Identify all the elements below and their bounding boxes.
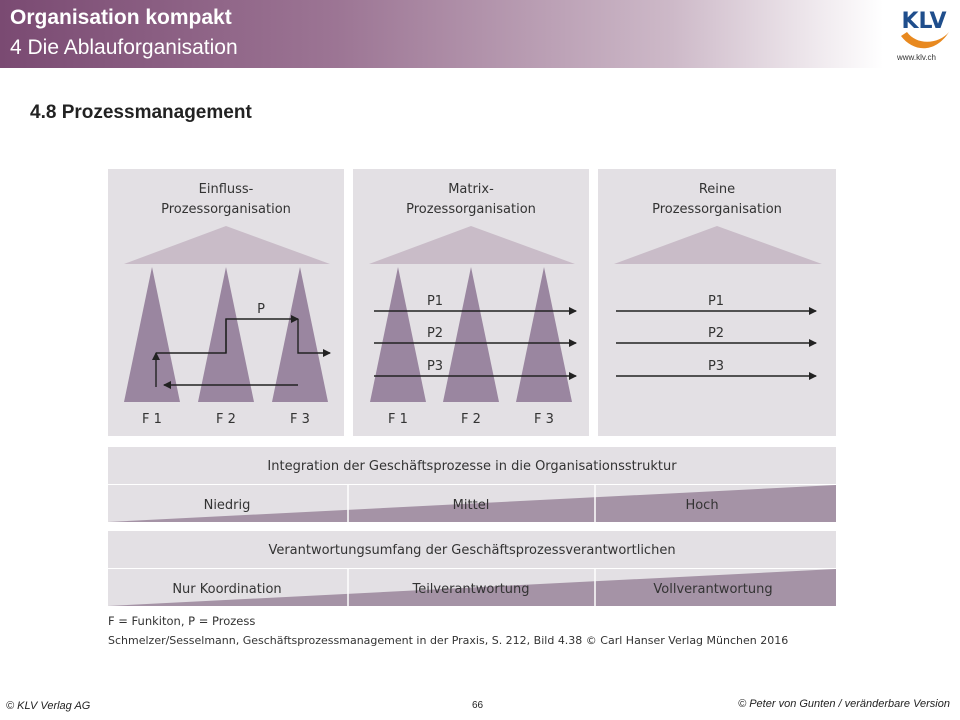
function-label: F 2: [216, 412, 236, 427]
scale-level: Mittel: [452, 498, 490, 513]
process-organisation-diagram: [104, 165, 844, 655]
header-banner: [0, 0, 960, 68]
scale-level: Teilverantwortung: [412, 582, 530, 597]
responsibility-scale: [108, 531, 836, 606]
panel-matrix: [353, 169, 589, 436]
function-label: F 3: [290, 412, 310, 427]
function-label: F 2: [461, 412, 481, 427]
process-label: P3: [707, 359, 725, 374]
legend: F = Funkiton, P = Prozess: [108, 614, 256, 628]
scale-level: Vollverantwortung: [653, 582, 773, 597]
footer-copyright: © KLV Verlag AG: [6, 700, 91, 712]
panel-title-line2: Prozessorganisation: [652, 202, 782, 217]
panel-title-line2: Prozessorganisation: [406, 202, 536, 217]
source-caption: Schmelzer/Sesselmann, Geschäftsprozessmanagement in der Praxis, S. 212, Bild 4.38 © Carl Hanser Verlag München 2016: [108, 634, 789, 647]
footer-author: © Peter von Gunten / veränderbare Version: [738, 698, 950, 710]
panel-title-line1: Reine: [698, 182, 736, 197]
scale-level: Niedrig: [203, 498, 251, 513]
process-label: P2: [707, 326, 725, 341]
function-label: F 3: [534, 412, 554, 427]
logo-swoosh-icon: [901, 32, 949, 48]
panel-einfluss: [108, 169, 344, 436]
process-label: P1: [426, 294, 444, 309]
header-title: Organisation kompakt: [10, 6, 232, 29]
process-label: P3: [426, 359, 444, 374]
panel-title-line1: Einfluss-: [198, 182, 254, 197]
panel-title-line2: Prozessorganisation: [161, 202, 291, 217]
panel-reine: [598, 169, 836, 436]
logo-text: KLV: [901, 9, 947, 34]
section-title: 4.8 Prozessmanagement: [30, 102, 252, 123]
function-label: F 1: [142, 412, 162, 427]
page-number: 66: [472, 700, 484, 711]
scale-level: Nur Koordination: [172, 582, 282, 597]
process-label: P1: [707, 294, 725, 309]
scale-heading: Verantwortungsumfang der Geschäftsprozessverantwortlichen: [268, 543, 676, 558]
panel-title-line1: Matrix-: [448, 182, 494, 197]
header-subtitle: 4 Die Ablauforganisation: [10, 36, 238, 59]
function-label: F 1: [388, 412, 408, 427]
scale-level: Hoch: [685, 498, 719, 513]
process-label: P: [257, 302, 265, 317]
process-label: P2: [426, 326, 444, 341]
logo-url: www.klv.ch: [897, 53, 936, 62]
integration-scale: [108, 447, 836, 522]
scale-heading: Integration der Geschäftsprozesse in die Organisationsstruktur: [267, 459, 677, 474]
